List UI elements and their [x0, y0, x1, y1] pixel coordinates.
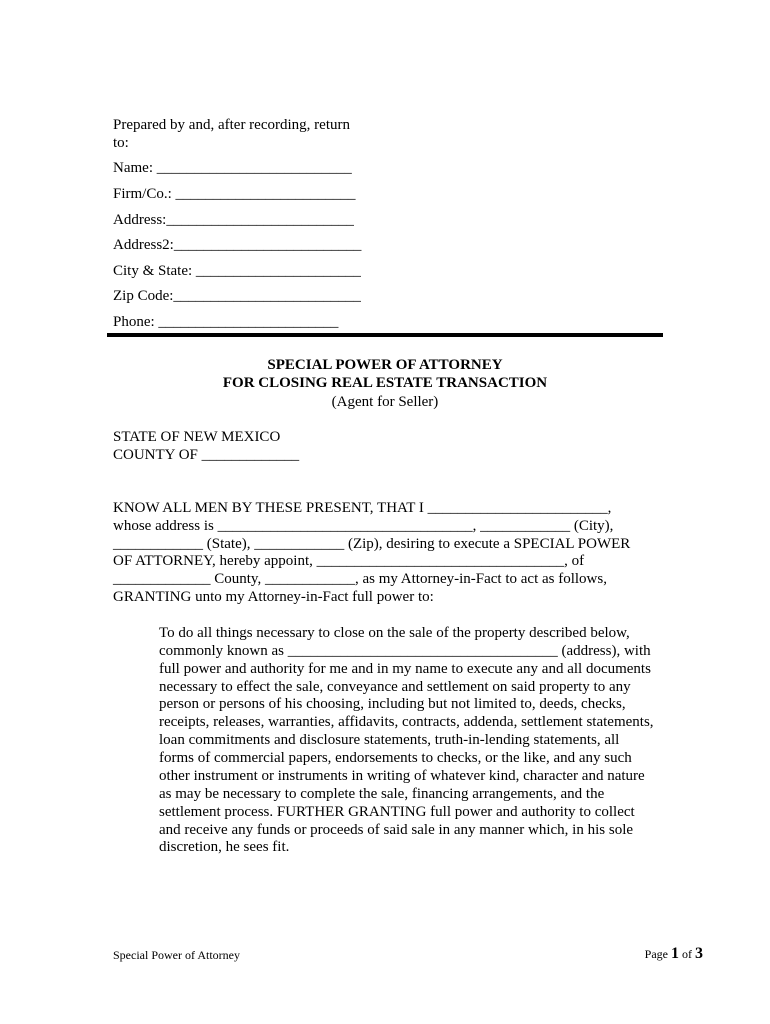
page-total: 3	[695, 945, 703, 962]
prepared-by-heading-line1: Prepared by and, after recording, return	[113, 117, 350, 133]
intro-line: _____________ County, ____________, as my Attorney-in-Fact to act as follows,	[113, 571, 607, 587]
city-state-field: City & State: ______________________	[113, 263, 361, 279]
powers-line: receipts, releases, warranties, affidavits, contracts, addenda, settlement statements,	[159, 714, 654, 730]
name-field: Name: __________________________	[113, 160, 352, 176]
powers-line: forms of commercial papers, endorsements to checks, or the like, and any such	[159, 750, 632, 766]
document-title-line2: FOR CLOSING REAL ESTATE TRANSACTION	[222, 375, 548, 391]
of-word: of	[679, 947, 695, 961]
recording-divider	[107, 333, 663, 337]
firm-field: Firm/Co.: ________________________	[113, 186, 356, 202]
document-subtitle: (Agent for Seller)	[331, 394, 439, 410]
venue-state: STATE OF NEW MEXICO	[113, 429, 281, 445]
powers-line: necessary to effect the sale, conveyance and settlement on said property to any	[159, 679, 631, 695]
powers-line: To do all things necessary to close on the sale of the property described below,	[159, 625, 630, 641]
powers-line: discretion, he sees fit.	[159, 839, 290, 855]
powers-line: commonly known as ____________________________________ (address), with	[159, 643, 651, 659]
powers-line: and receive any funds or proceeds of said sale in any manner which, in his sole	[159, 822, 634, 838]
footer-document-name: Special Power of Attorney	[113, 948, 240, 962]
intro-line: OF ATTORNEY, hereby appoint, _________________________________, of	[113, 553, 585, 569]
zip-code-field: Zip Code:_________________________	[113, 288, 361, 304]
intro-line: GRANTING unto my Attorney-in-Fact full power to:	[113, 589, 434, 605]
footer-page-number	[645, 945, 703, 963]
powers-line: as may be necessary to complete the sale, financing arrangements, and the	[159, 786, 605, 802]
powers-line: other instrument or instruments in writing of whatever kind, character and nature	[159, 768, 645, 784]
address2-field: Address2:_________________________	[113, 237, 362, 253]
intro-line: ____________ (State), ____________ (Zip), desiring to execute a SPECIAL POWER	[113, 536, 631, 552]
page-word: Page	[644, 947, 671, 961]
document-title-line1: SPECIAL POWER OF ATTORNEY	[267, 357, 503, 373]
prepared-by-heading-line2: to:	[113, 135, 129, 151]
phone-field: Phone: ________________________	[113, 314, 339, 330]
powers-line: person or persons of his choosing, including but not limited to, deeds, checks,	[159, 696, 626, 712]
powers-line: loan commitments and disclosure statements, truth-in-lending statements, all	[159, 732, 620, 748]
address-field: Address:_________________________	[113, 212, 354, 228]
powers-line: full power and authority for me and in my name to execute any and all documents	[159, 661, 651, 677]
intro-line: whose address is __________________________________, ____________ (City),	[113, 518, 614, 534]
intro-line: KNOW ALL MEN BY THESE PRESENT, THAT I ________________________,	[113, 500, 612, 516]
powers-line: settlement process. FURTHER GRANTING full power and authority to collect	[159, 804, 635, 820]
page-current: 1	[671, 945, 679, 962]
venue-county: COUNTY OF _____________	[113, 447, 300, 463]
